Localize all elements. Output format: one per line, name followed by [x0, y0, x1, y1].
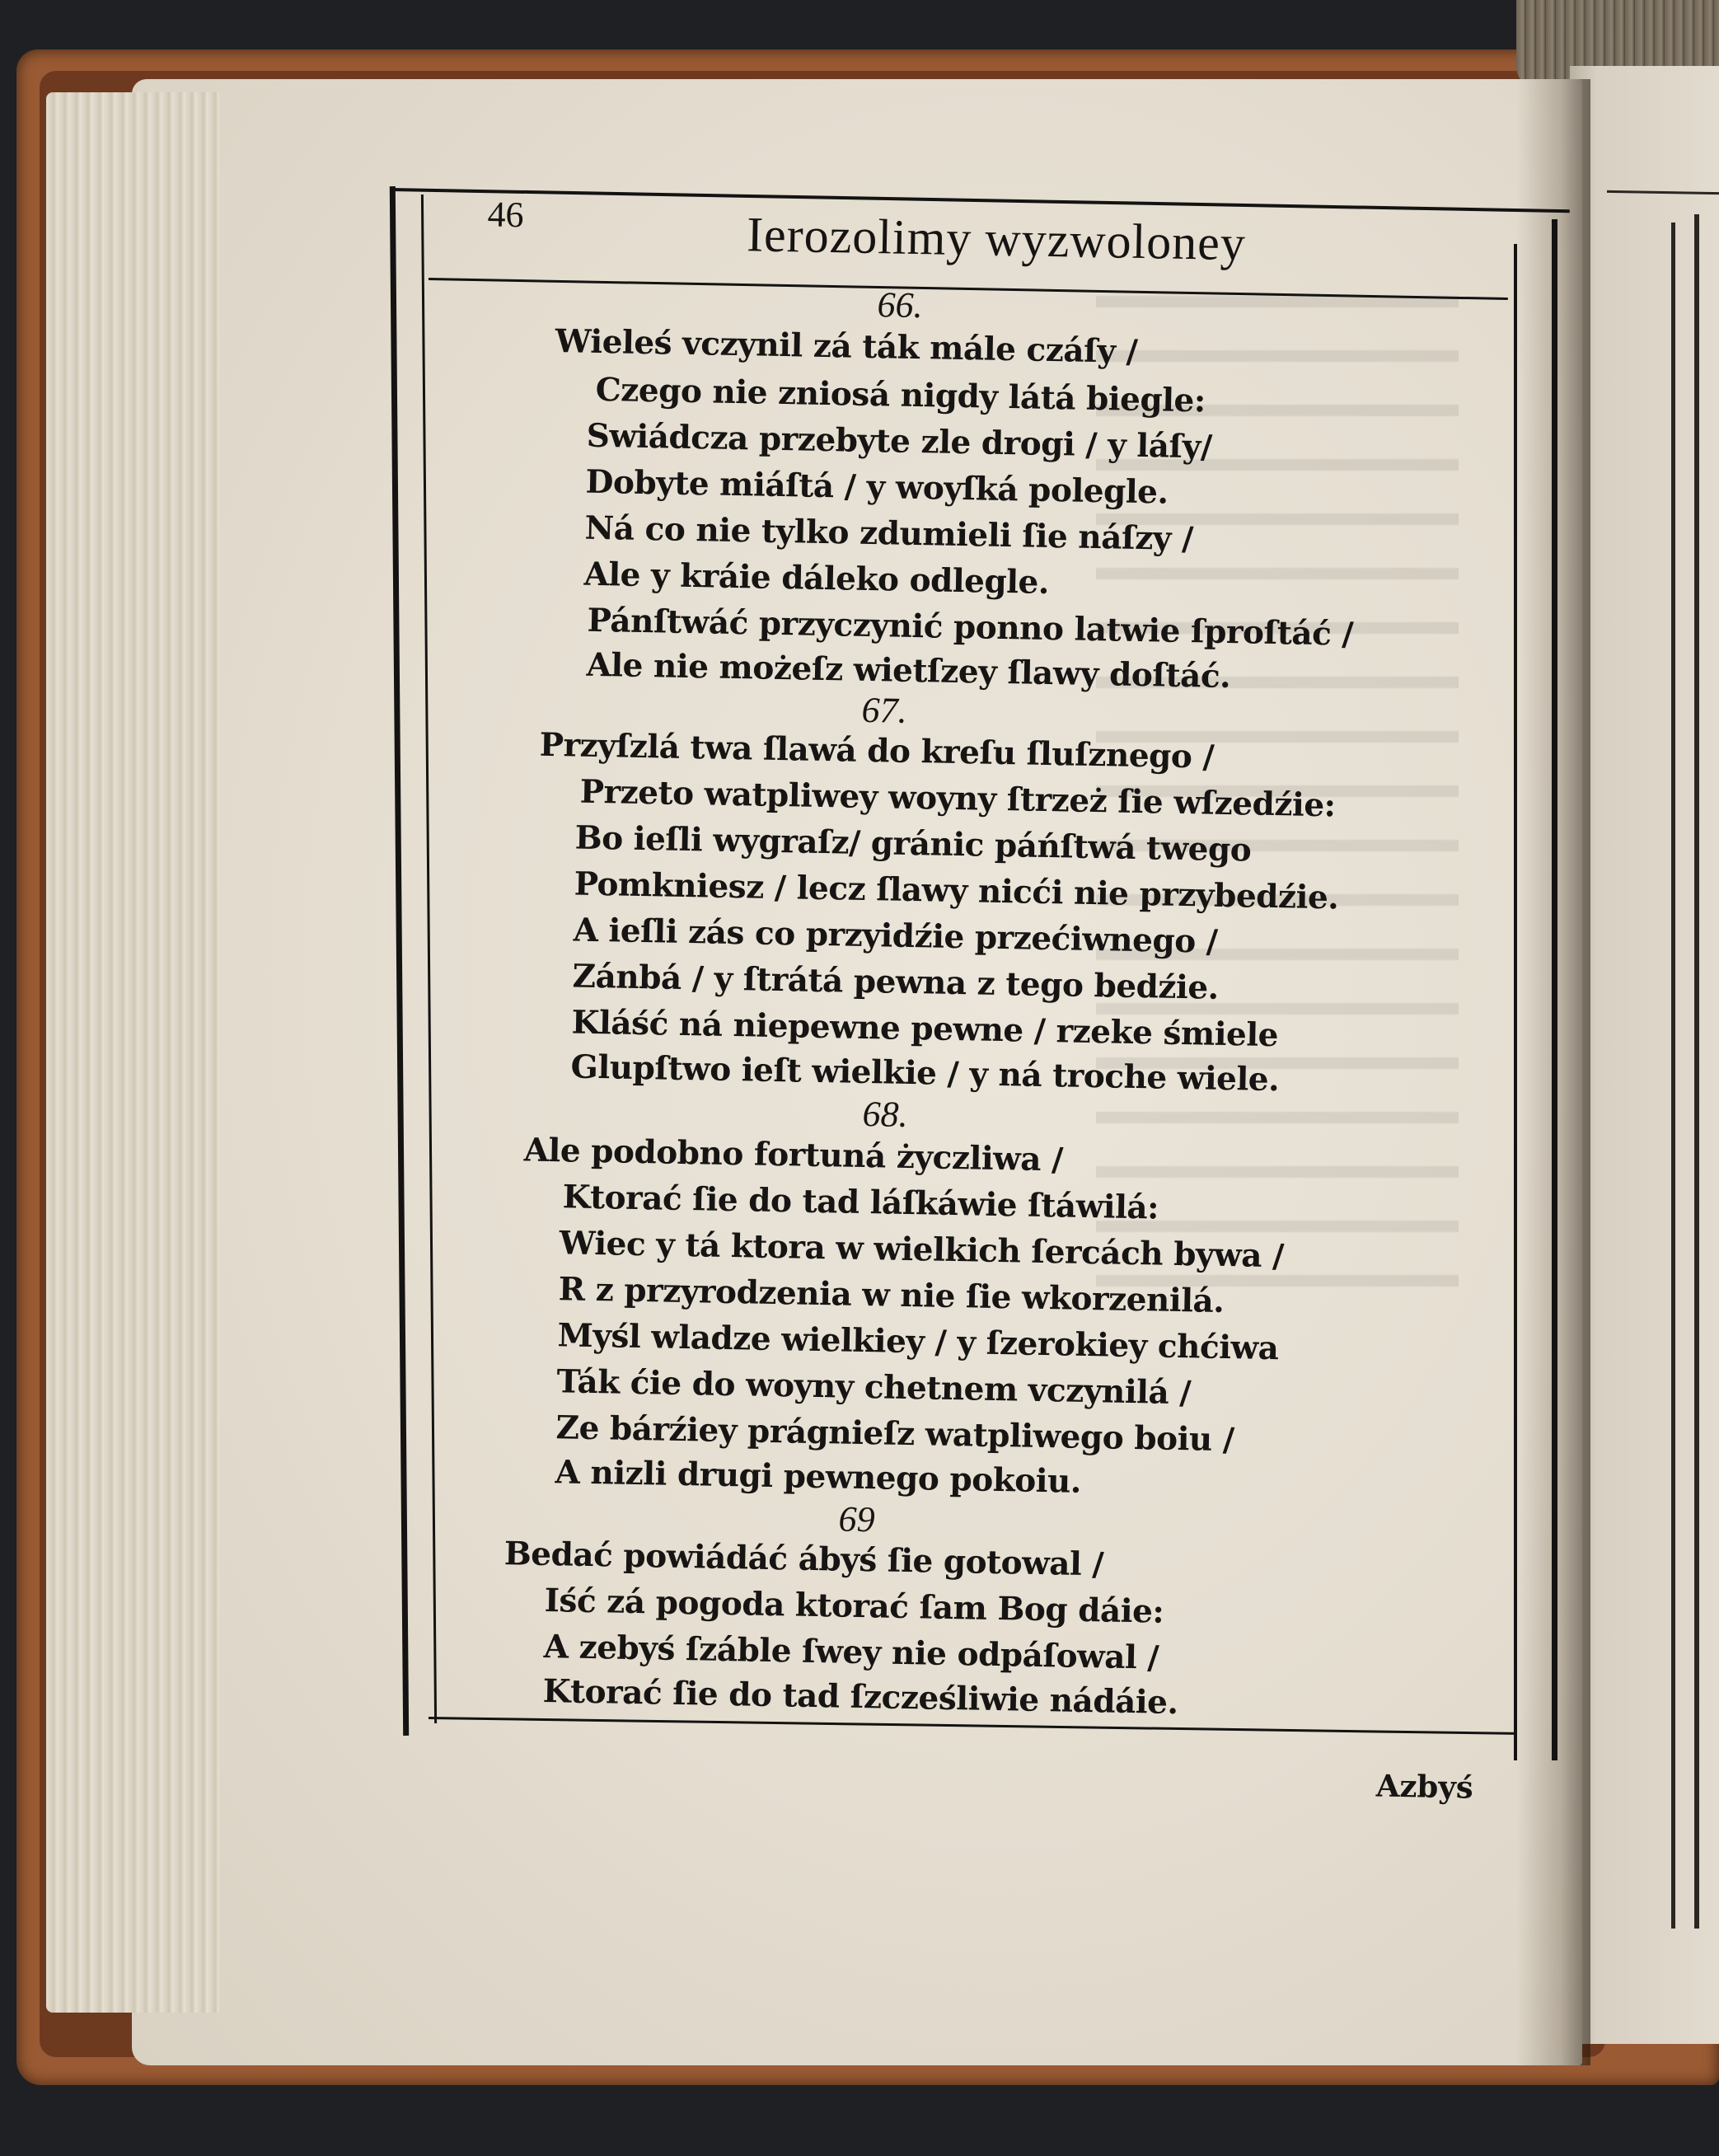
- verse-line: Zánbá / y ſtrátá pewna z tego bedźie.: [572, 957, 1220, 1007]
- verse-line: Bo ieſli wygraſz/ gránic páńſtwá twego: [574, 818, 1252, 869]
- verse-line: Pánſtwáć przyczynić ponno latwie ſproſtáć /: [587, 601, 1354, 654]
- verse-line: Czego nie zniosá nigdy látá biegle:: [595, 370, 1206, 420]
- verse-line: R z przyrodzenia w nie ſie wkorzenilá.: [558, 1270, 1225, 1321]
- verse-line: Dobyte miáſtá / y woyſká polegle.: [585, 462, 1169, 512]
- verse-line: Wiec y tá ktora w wielkich ſercách bywa /: [559, 1224, 1285, 1276]
- stanza-number: 66.: [877, 284, 924, 326]
- verse-line: Przyſzlá twa ſlawá do kreſu ſluſznego /: [539, 725, 1215, 776]
- verse-line: Ale podobno fortuná życzliwa /: [523, 1131, 1064, 1179]
- verse-line: Ze bárźiey prágnieſz watpliwego boiu /: [555, 1408, 1234, 1460]
- verse-line: Ale nie możeſz wietſzey ſlawy doſtáć.: [586, 645, 1231, 696]
- verse-line: Ktorać ſie do tad ſzcześliwie nádáie.: [542, 1671, 1178, 1722]
- verse-line: Kláść ná niepewne pewne / rzeke śmiele: [571, 1003, 1279, 1055]
- verse-line: A ieſli zás co przyidźie przećiwnego /: [573, 911, 1218, 961]
- verse-line: Ktorać ſie do tad láſkáwie ſtáwilá:: [562, 1178, 1159, 1227]
- verse-line: Wieleś vczynil zá ták mále czáſy /: [555, 321, 1138, 371]
- stanza-number: 68.: [862, 1093, 909, 1135]
- running-head: Ierozolimy wyzwoloney: [746, 207, 1247, 271]
- catchword: Azbyś: [1375, 1767, 1474, 1806]
- stanza-number: 67.: [861, 689, 908, 731]
- verse-line: Swiádcza przebyte zle drogi / y láſy/: [586, 416, 1213, 466]
- verse-line: Pomkniesz / lecz ſlawy nicći nie przybedźie.: [574, 865, 1339, 917]
- verse-line: Ták ćie do woyny chetnem vczynilá /: [556, 1362, 1192, 1413]
- verse-line: Bedać powiádáć ábyś ſie gotowal /: [504, 1535, 1104, 1584]
- verse-line: Iść zá pogoda ktorać ſam Bog dáie:: [544, 1581, 1164, 1631]
- page-number: 46: [487, 194, 525, 236]
- verse-line: Myśl wladze wielkiey / y ſzerokiey chćiwa: [557, 1316, 1279, 1368]
- verse-line: Przeto watpliwey woyny ſtrzeż ſie wſzedźie:: [579, 772, 1336, 825]
- verse-line: A zebyś ſzáble ſwey nie odpáſowal /: [543, 1627, 1159, 1677]
- stanza-number: 69: [838, 1498, 876, 1540]
- verse-line: Glupſtwo ieſt wielkie / y ná troche wiele.: [570, 1048, 1280, 1099]
- verse-line: Ná co nie tylko zdumieli ſie náſzy /: [584, 509, 1194, 559]
- verse-line: A nizli drugi pewnego pokoiu.: [555, 1453, 1082, 1501]
- verse-line: Ale y kráie dáleko odlegle.: [583, 555, 1050, 602]
